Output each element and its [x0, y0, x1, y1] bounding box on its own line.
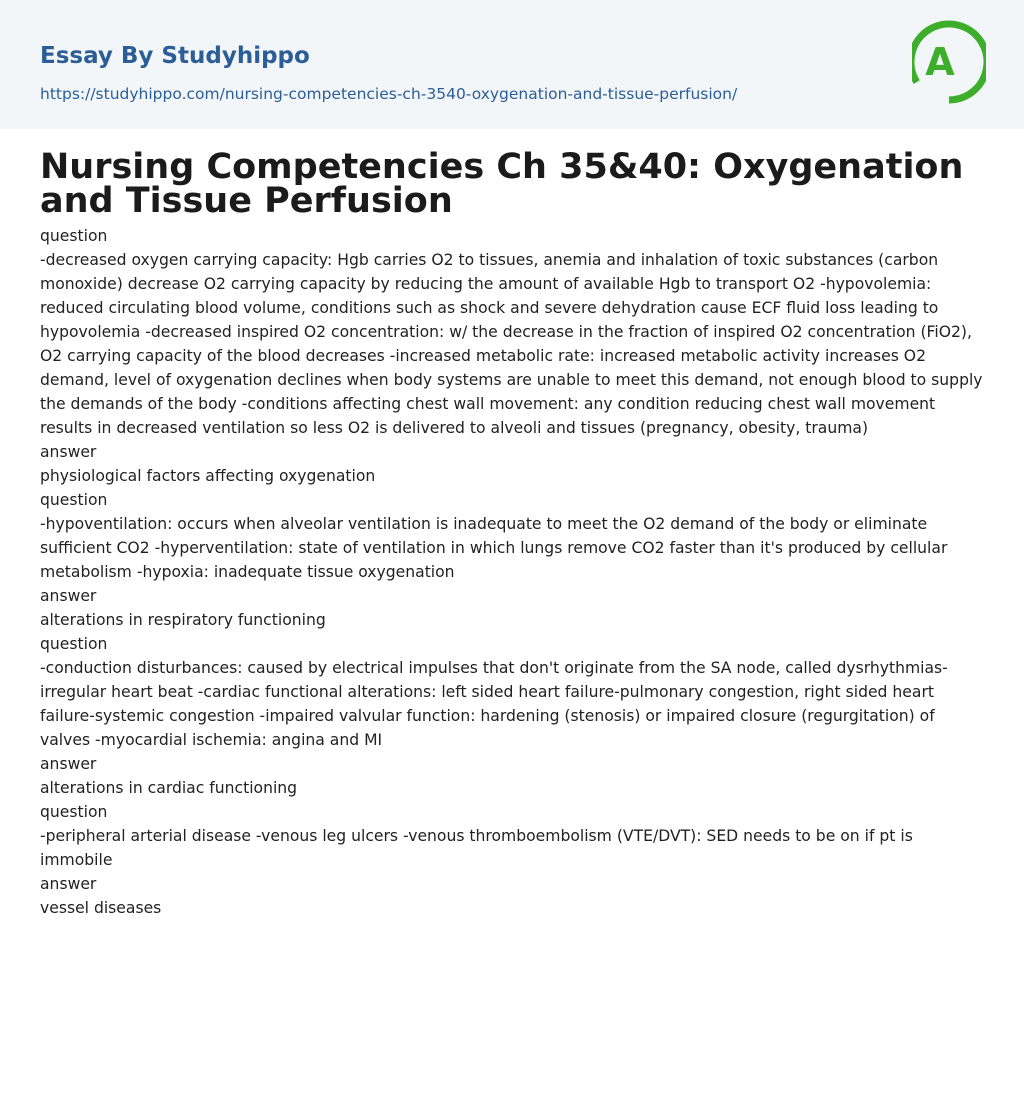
entry-text: alterations in respiratory functioning	[40, 611, 326, 629]
entry-text: -peripheral arterial disease -venous leg ulcers -venous thromboembolism (VTE/DVT): SED needs to be on if pt is immobile	[40, 827, 913, 869]
list-item	[40, 248, 985, 464]
entry-label: question	[40, 491, 108, 509]
logo-icon	[912, 19, 986, 105]
source-url-link[interactable]: https://studyhippo.com/nursing-competencies-ch-3540-oxygenation-and-tissue-perfusion/	[40, 85, 738, 103]
list-item	[40, 824, 985, 896]
site-header	[0, 0, 1024, 129]
entry-text: vessel diseases	[40, 899, 162, 917]
list-item	[40, 464, 985, 512]
list-item	[40, 776, 985, 824]
page-title: Nursing Competencies Ch 35&40: Oxygenation and Tissue Perfusion	[40, 147, 964, 221]
brand-title[interactable]: Essay By Studyhippo	[40, 43, 310, 69]
logo-letter: A	[925, 40, 955, 84]
essay-content	[40, 147, 985, 920]
list-item	[40, 656, 985, 776]
list-item	[40, 512, 985, 608]
entry-text: -decreased oxygen carrying capacity: Hgb carries O2 to tissues, anemia and inhalation of toxic substances (carbon monoxide) decrease O2 carrying capacity by reducing the amount of available Hgb to transport O2 -hypovolemia: reduced circulating blood volume, conditions such as shock and severe dehydration cause ECF fluid loss leading to hypovolemia -decreased inspired O2 concentration: w/ the decrease in the fraction of inspired O2 concentration (FiO2), O2 carrying capacity of the blood decreases -increased metabolic rate: increased metabolic activity increases O2 demand, level of oxygenation declines when body systems are unable to meet this demand, not enough blood to supply the demands of the body -conditions affecting chest wall movement: any condition reducing chest wall movement results in decreased ventilation so less O2 is delivered to alveoli and tissues (pregnancy, obesity, trauma)	[40, 251, 983, 437]
entry-label: answer	[40, 587, 97, 605]
entry-label: question	[40, 227, 108, 245]
qa-list	[40, 224, 985, 920]
list-item	[40, 896, 985, 920]
studyhippo-logo[interactable]	[912, 19, 986, 105]
entry-text: -hypoventilation: occurs when alveolar ventilation is inadequate to meet the O2 demand of the body or eliminate sufficient CO2 -hyperventilation: state of ventilation in which lungs remove CO2 faster than it's produced by cellular metabolism -hypoxia: inadequate tissue oxygenation	[40, 515, 948, 581]
list-item	[40, 608, 985, 656]
list-item	[40, 224, 985, 248]
entry-label: answer	[40, 875, 97, 893]
entry-label: answer	[40, 443, 97, 461]
entry-text: alterations in cardiac functioning	[40, 779, 298, 797]
entry-label: question	[40, 635, 108, 653]
entry-text: -conduction disturbances: caused by electrical impulses that don't originate from the SA node, called dysrhythmias-irregular heart beat -cardiac functional alterations: left sided heart failure-pulmonary congestion, right sided heart failure-systemic congestion -impaired valvular function: hardening (stenosis) or impaired closure (regurgitation) of valves -myocardial ischemia: angina and MI	[40, 659, 948, 749]
entry-label: question	[40, 803, 108, 821]
entry-text: physiological factors affecting oxygenation	[40, 467, 376, 485]
entry-label: answer	[40, 755, 97, 773]
